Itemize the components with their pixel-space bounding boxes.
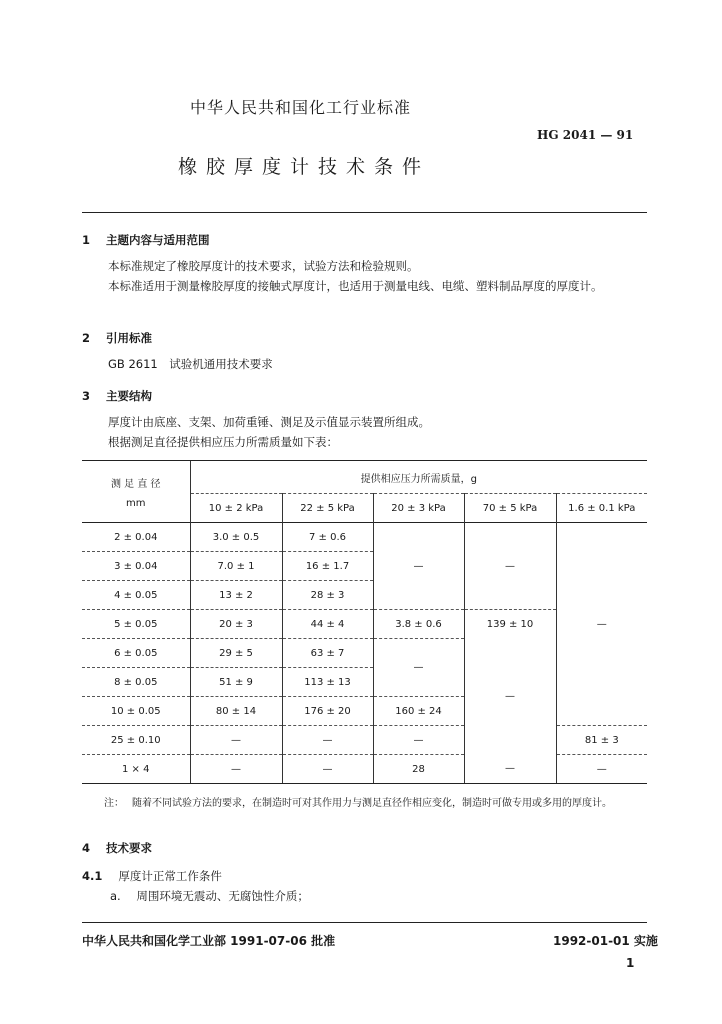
note-text: 随着不同试验方法的要求，在制造时可对其作用力与测足直径作相应变化，制造时可做专用或多用的厚度计。	[132, 798, 612, 809]
implementation-date: 1992-01-01 实施	[553, 934, 658, 948]
paragraph: 本标准规定了橡胶厚度计的技术要求，试验方法和检验规则。	[108, 259, 419, 273]
table-row	[82, 523, 647, 552]
section-number: 2	[82, 331, 91, 345]
column-header: 1.6 ± 0.1 kPa	[556, 494, 647, 523]
table-cell: —	[556, 755, 647, 784]
paragraph: 根据测足直径提供相应压力所需质量如下表：	[108, 435, 338, 449]
table-cell: 6 ± 0.05	[82, 639, 190, 668]
table-cell: —	[373, 639, 464, 697]
table-cell: 4 ± 0.05	[82, 581, 190, 610]
diameter-header	[82, 461, 190, 523]
section-number: 3	[82, 389, 91, 403]
table-cell: 5 ± 0.05	[82, 610, 190, 639]
section-3-heading	[82, 388, 152, 404]
table-cell: 1 × 4	[82, 755, 190, 784]
table-cell: —	[464, 523, 556, 610]
referenced-standard: GB 2611 试验机通用技术要求	[108, 357, 273, 371]
table-cell: 16 ± 1.7	[282, 552, 373, 581]
table-cell: 13 ± 2	[190, 581, 282, 610]
subsection-number: 4.1	[82, 869, 103, 883]
table-cell: 3 ± 0.04	[82, 552, 190, 581]
table-header-row	[82, 461, 647, 494]
table-row	[82, 726, 647, 755]
table-cell: 7 ± 0.6	[282, 523, 373, 552]
issuing-organization: 中华人民共和国化工行业标准	[190, 98, 412, 117]
table-cell: —	[190, 755, 282, 784]
document-title: 橡胶厚度计技术条件	[178, 156, 431, 178]
table-cell: —	[373, 726, 464, 755]
table-row	[82, 755, 647, 784]
table-cell: 10 ± 0.05	[82, 697, 190, 726]
section-1-heading	[82, 232, 210, 248]
approval-line: 中华人民共和国化学工业部 1991-07-06 批准	[82, 934, 336, 948]
list-item	[110, 888, 309, 905]
column-header: 10 ± 2 kPa	[190, 494, 282, 523]
table-cell: 28	[373, 755, 464, 784]
table-cell: —	[282, 726, 373, 755]
section-number: 4	[82, 841, 91, 855]
table-cell: 139 ± 10	[464, 610, 556, 639]
table-cell: 28 ± 3	[282, 581, 373, 610]
page-number: 1	[626, 956, 635, 970]
section-4-heading	[82, 840, 152, 856]
standard-code: HG 2041 — 91	[537, 128, 634, 142]
table-cell: —	[190, 726, 282, 755]
header-rule	[82, 212, 647, 213]
column-header: 70 ± 5 kPa	[464, 494, 556, 523]
paragraph: 厚度计由底座、支架、加荷重锤、测足及示值显示装置所组成。	[108, 415, 430, 429]
mass-table	[82, 460, 647, 784]
table-cell: 3.8 ± 0.6	[373, 610, 464, 639]
table-cell: 25 ± 0.10	[82, 726, 190, 755]
section-title: 主题内容与适用范围	[106, 233, 210, 247]
footer-rule	[82, 922, 647, 923]
table-cell: —	[373, 523, 464, 610]
section-2-heading	[82, 330, 152, 346]
table-cell: 63 ± 7	[282, 639, 373, 668]
paragraph: 本标准适用于测量橡胶厚度的接触式厚度计，也适用于测量电线、电缆、塑料制品厚度的厚度计。	[108, 279, 603, 293]
table-cell: 3.0 ± 0.5	[190, 523, 282, 552]
list-item-text: 周围环境无震动、无腐蚀性介质；	[136, 889, 309, 903]
diameter-header-label: 测 足 直 径	[110, 478, 161, 490]
table-cell: 160 ± 24	[373, 697, 464, 726]
table-cell: 7.0 ± 1	[190, 552, 282, 581]
table-cell: 176 ± 20	[282, 697, 373, 726]
table-cell: —	[464, 755, 556, 784]
table-cell: 81 ± 3	[556, 726, 647, 755]
table-note	[104, 794, 649, 813]
subsection-title: 厚度计正常工作条件	[118, 869, 222, 883]
table-cell: 2 ± 0.04	[82, 523, 190, 552]
column-header: 22 ± 5 kPa	[282, 494, 373, 523]
group-header: 提供相应压力所需质量，g	[190, 461, 647, 494]
table-cell: 8 ± 0.05	[82, 668, 190, 697]
diameter-header-unit: mm	[126, 497, 146, 509]
table-cell: 44 ± 4	[282, 610, 373, 639]
table-cell: 20 ± 3	[190, 610, 282, 639]
column-header: 20 ± 3 kPa	[373, 494, 464, 523]
table-cell: 51 ± 9	[190, 668, 282, 697]
table-cell: 113 ± 13	[282, 668, 373, 697]
section-title: 引用标准	[106, 331, 153, 345]
note-label: 注：	[104, 798, 124, 809]
table-cell: —	[464, 639, 556, 755]
table-cell: —	[282, 755, 373, 784]
subsection-4-1-heading	[82, 868, 222, 884]
section-title: 技术要求	[106, 841, 153, 855]
section-title: 主要结构	[106, 389, 153, 403]
table-cell: 29 ± 5	[190, 639, 282, 668]
table-cell: —	[556, 523, 647, 726]
table-cell: 80 ± 14	[190, 697, 282, 726]
list-item-label: a.	[110, 889, 121, 903]
section-number: 1	[82, 233, 91, 247]
